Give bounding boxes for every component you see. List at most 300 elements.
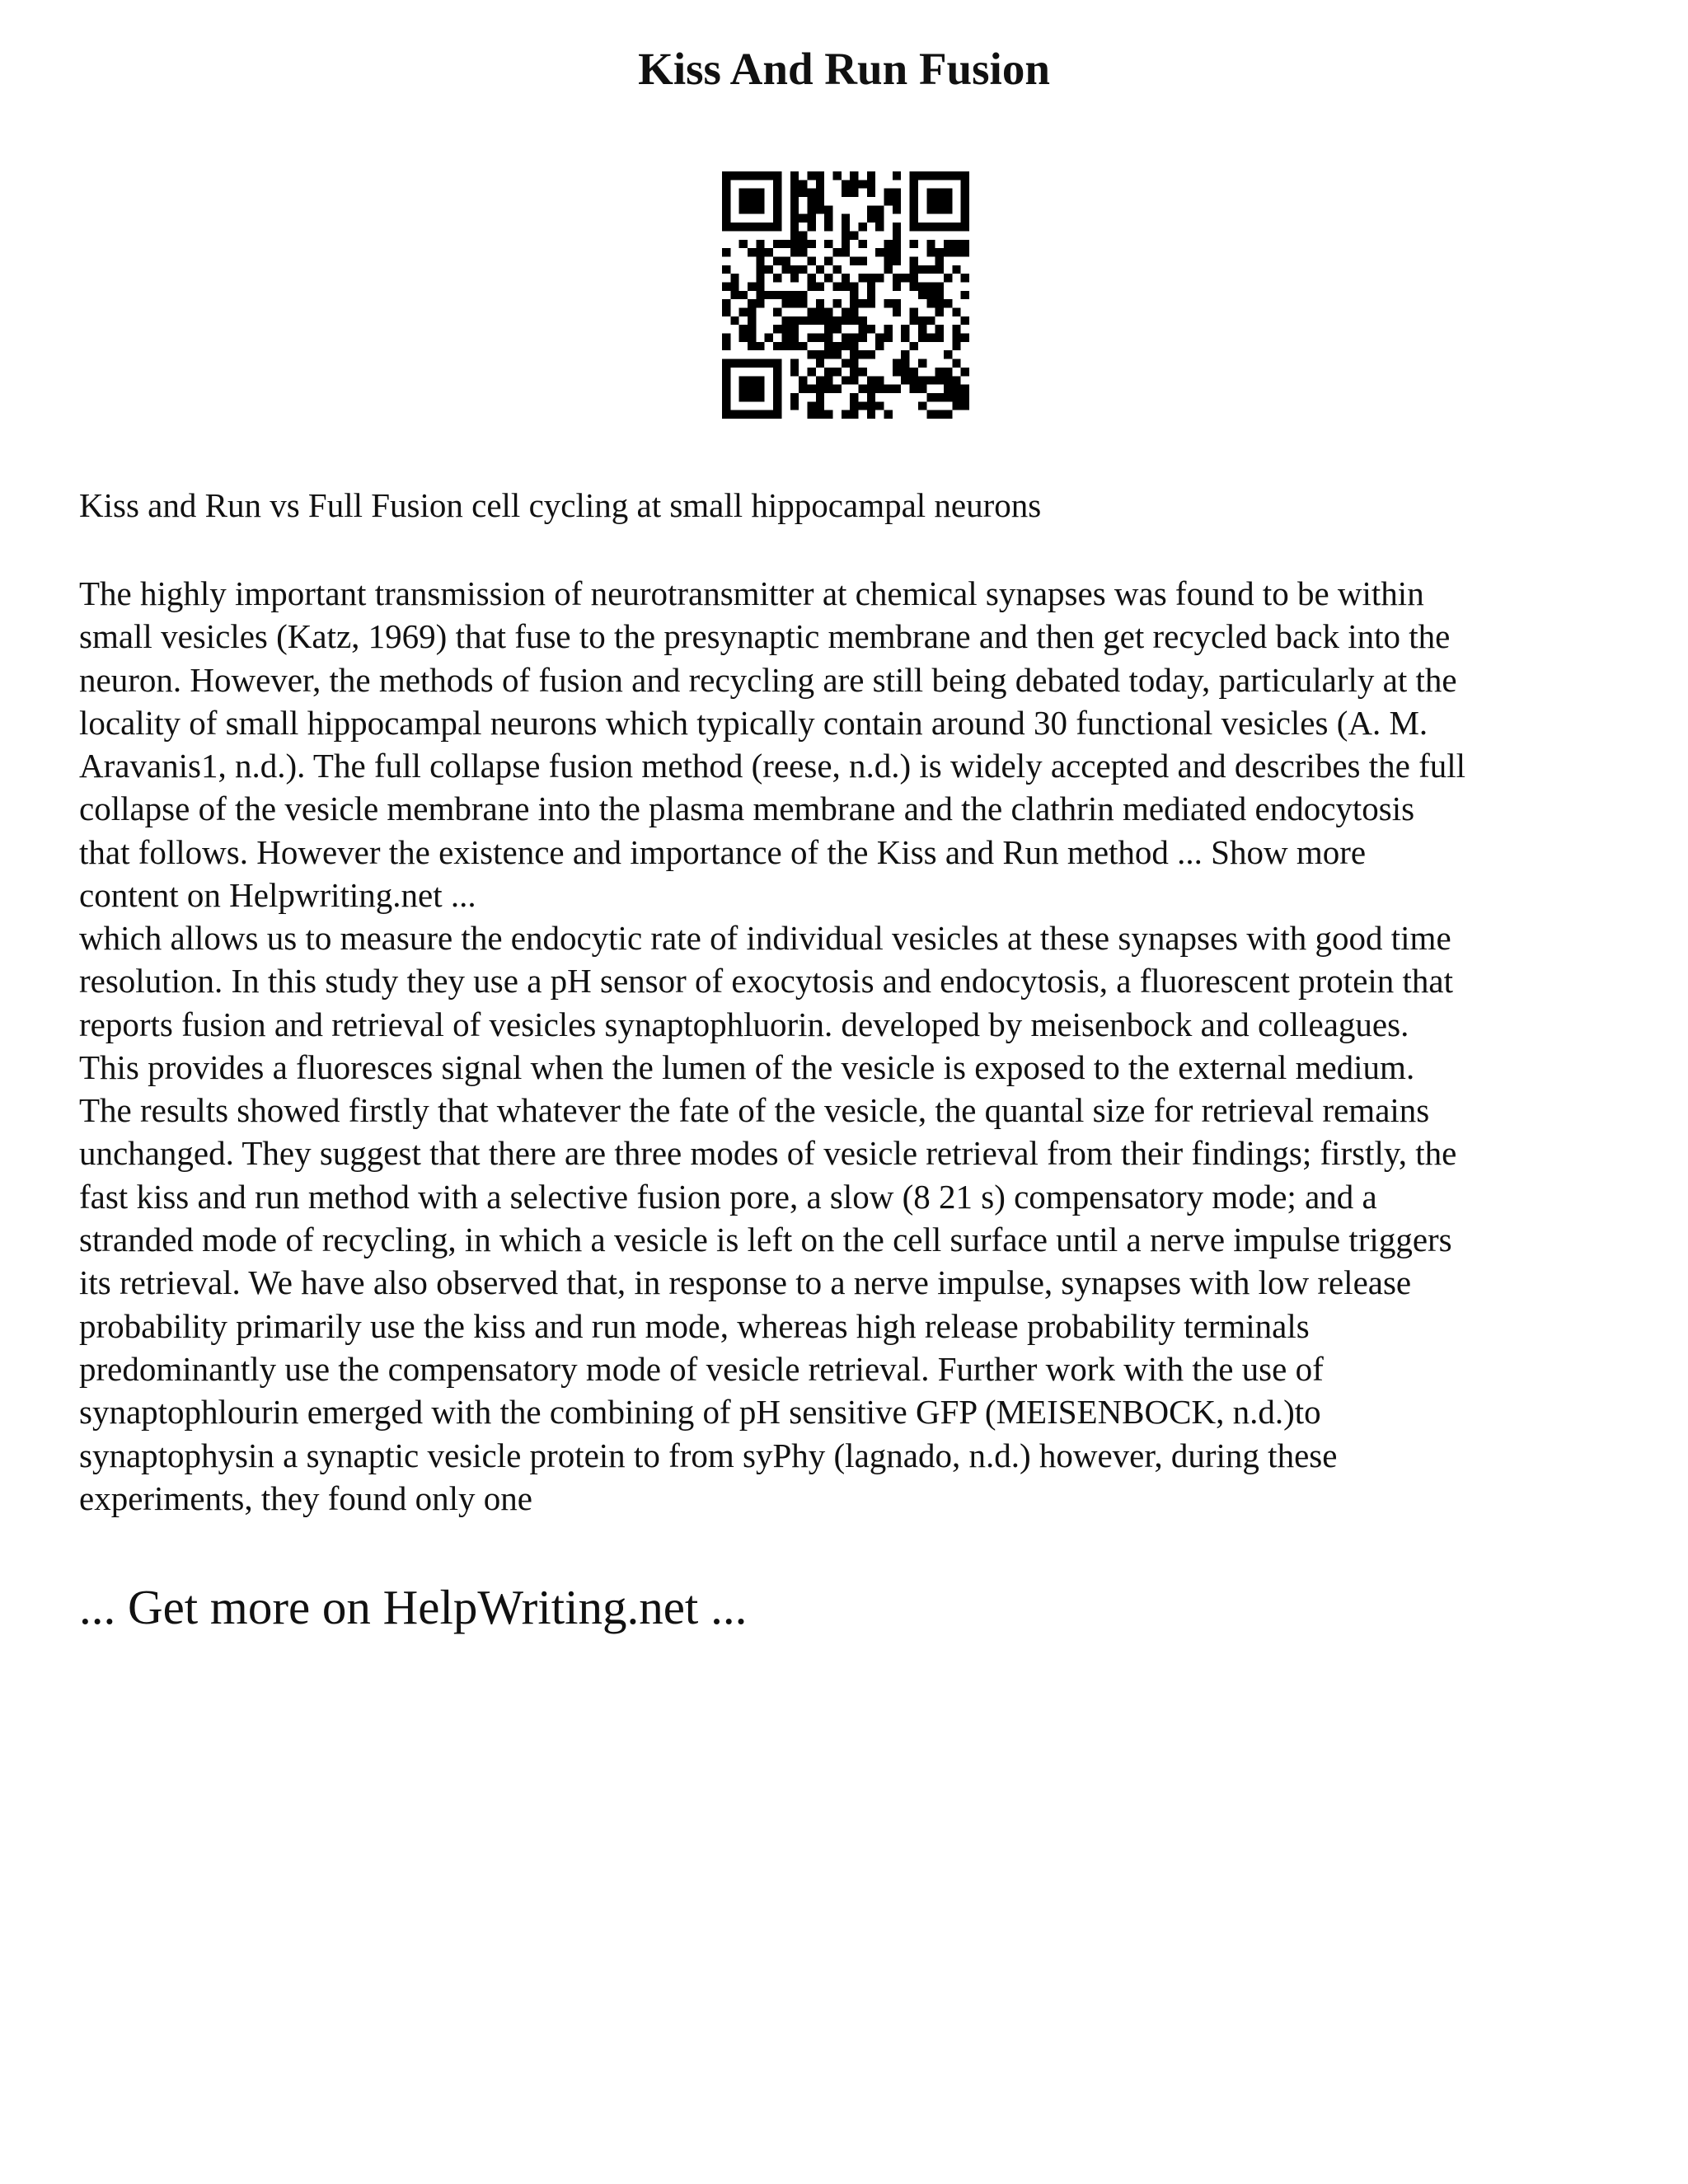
qr-module [832, 248, 841, 256]
qr-module [875, 248, 884, 256]
qr-module [722, 248, 730, 256]
qr-module [910, 223, 918, 231]
qr-module [850, 342, 858, 350]
qr-module [756, 282, 764, 290]
qr-module [799, 240, 807, 248]
qr-module [756, 342, 764, 350]
qr-module [935, 325, 944, 333]
qr-module [824, 334, 832, 342]
qr-module [756, 265, 764, 274]
qr-module [944, 189, 952, 197]
qr-module [799, 299, 807, 307]
qr-module [926, 205, 935, 213]
qr-module [722, 385, 730, 393]
qr-module [893, 274, 901, 282]
qr-module [842, 376, 850, 384]
qr-module [867, 376, 875, 384]
qr-module [756, 274, 764, 282]
qr-module [893, 308, 901, 316]
qr-module [935, 334, 944, 342]
qr-module [884, 325, 893, 333]
qr-module [739, 385, 748, 393]
qr-module [730, 316, 738, 325]
qr-module [842, 334, 850, 342]
qr-module [790, 342, 799, 350]
qr-module [781, 334, 790, 342]
qr-module [961, 401, 969, 410]
qr-module [952, 171, 960, 180]
qr-module [730, 291, 738, 299]
qr-module [824, 240, 832, 248]
qr-module [961, 205, 969, 213]
qr-module [842, 180, 850, 188]
qr-module [739, 325, 748, 333]
qr-module [748, 171, 756, 180]
qr-module [893, 368, 901, 376]
qr-module [781, 265, 790, 274]
qr-module [816, 376, 824, 384]
qr-module [748, 393, 756, 401]
qr-module [824, 342, 832, 350]
qr-module [842, 410, 850, 419]
qr-module [875, 376, 884, 384]
qr-module [816, 308, 824, 316]
qr-module [893, 385, 901, 393]
qr-module [944, 393, 952, 401]
qr-module [867, 180, 875, 188]
qr-module [790, 325, 799, 333]
qr-module [884, 299, 893, 307]
qr-module [816, 393, 824, 401]
paragraph-line: Aravanis1, n.d.). The full collapse fusion method (reese, n.d.) is widely accepted and describes the full [79, 747, 1466, 785]
qr-module [799, 342, 807, 350]
qr-module [773, 410, 781, 419]
qr-module [918, 316, 926, 325]
qr-module [790, 214, 799, 223]
qr-module [952, 223, 960, 231]
qr-module [773, 401, 781, 410]
qr-module [859, 385, 867, 393]
qr-module [867, 401, 875, 410]
paragraph-line: The highly important transmission of neurotransmitter at chemical synapses was found to be within [79, 574, 1424, 612]
qr-module [765, 291, 773, 299]
qr-module [859, 240, 867, 248]
qr-module [910, 256, 918, 265]
qr-module [832, 316, 841, 325]
qr-module [842, 223, 850, 231]
qr-module [926, 410, 935, 419]
qr-module [926, 393, 935, 401]
paragraph-line: resolution. In this study they use a pH sensor of exocytosis and endocytosis, a fluorescent protein that [79, 962, 1454, 1001]
qr-module [875, 401, 884, 410]
qr-module [816, 385, 824, 393]
qr-module [842, 316, 850, 325]
qr-module [816, 180, 824, 188]
qr-module [773, 274, 781, 282]
qr-module [901, 325, 909, 333]
qr-module [867, 171, 875, 180]
qr-module [884, 189, 893, 197]
qr-module [756, 410, 764, 419]
qr-module [910, 265, 918, 274]
qr-module [926, 316, 935, 325]
qr-module [926, 282, 935, 290]
qr-module [730, 282, 738, 290]
qr-module [859, 256, 867, 265]
qr-module [867, 410, 875, 419]
qr-module [842, 214, 850, 223]
qr-module [773, 189, 781, 197]
qr-module [910, 214, 918, 223]
paragraph-line: synaptophysin a synaptic vesicle protein to from syPhy (lagnado, n.d.) however, during these [79, 1436, 1338, 1474]
qr-module [824, 256, 832, 265]
qr-module [790, 180, 799, 188]
qr-module [739, 410, 748, 419]
paragraph-2 [79, 916, 1637, 1520]
qr-module [756, 171, 764, 180]
qr-module [739, 393, 748, 401]
qr-module [918, 291, 926, 299]
qr-module [926, 291, 935, 299]
qr-module [790, 197, 799, 205]
qr-module [816, 350, 824, 359]
qr-module [935, 282, 944, 290]
qr-module [756, 205, 764, 213]
qr-module [935, 368, 944, 376]
qr-module [867, 274, 875, 282]
qr-module [739, 359, 748, 368]
qr-module [799, 291, 807, 299]
qr-module [884, 385, 893, 393]
qr-module [850, 350, 858, 359]
qr-module [884, 265, 893, 274]
qr-module [935, 256, 944, 265]
qr-module [918, 223, 926, 231]
qr-module [935, 248, 944, 256]
qr-module [773, 223, 781, 231]
qr-module [748, 316, 756, 325]
qr-module [722, 359, 730, 368]
qr-module [816, 265, 824, 274]
qr-module [918, 385, 926, 393]
qr-module [799, 180, 807, 188]
qr-module [790, 171, 799, 180]
qr-module [944, 223, 952, 231]
qr-module [722, 308, 730, 316]
qr-module [901, 376, 909, 384]
qr-module [926, 334, 935, 342]
qr-module [850, 393, 858, 401]
qr-module [842, 231, 850, 239]
qr-module [807, 282, 815, 290]
qr-module [935, 197, 944, 205]
qr-module [807, 410, 815, 419]
qr-module [756, 376, 764, 384]
qr-module [816, 171, 824, 180]
qr-module [893, 223, 901, 231]
qr-module [799, 248, 807, 256]
paragraph-line: unchanged. They suggest that there are three modes of vesicle retrieval from their findings; firstly, the [79, 1134, 1457, 1173]
qr-module [722, 214, 730, 223]
qr-module [790, 368, 799, 376]
qr-module [765, 223, 773, 231]
qr-module [816, 282, 824, 290]
qr-module [739, 334, 748, 342]
qr-module [748, 299, 756, 307]
qr-module [842, 189, 850, 197]
qr-module [756, 197, 764, 205]
qr-module [859, 334, 867, 342]
qr-module [867, 282, 875, 290]
qr-module [884, 256, 893, 265]
qr-module [859, 223, 867, 231]
qr-module [910, 385, 918, 393]
qr-module [850, 231, 858, 239]
qr-module [824, 205, 832, 213]
qr-module [765, 359, 773, 368]
paragraph-line: collapse of the vesicle membrane into the plasma membrane and the clathrin mediated endocytosis [79, 790, 1415, 828]
qr-module [961, 240, 969, 248]
paragraph-line: neuron. However, the methods of fusion and recycling are still being debated today, particularly at the [79, 660, 1457, 699]
qr-module [799, 316, 807, 325]
qr-module [875, 274, 884, 282]
qr-module [773, 240, 781, 248]
qr-module [722, 334, 730, 342]
qr-module [893, 299, 901, 307]
qr-module [910, 171, 918, 180]
qr-module [910, 368, 918, 376]
paragraph-line: that follows. However the existence and importance of the Kiss and Run method ... Show more [79, 832, 1367, 871]
qr-module [748, 189, 756, 197]
qr-module [893, 256, 901, 265]
qr-module [816, 359, 824, 368]
qr-module [756, 256, 764, 265]
qr-module [875, 334, 884, 342]
qr-module [961, 291, 969, 299]
qr-module [961, 180, 969, 188]
qr-module [832, 282, 841, 290]
qr-module [935, 189, 944, 197]
qr-module [850, 308, 858, 316]
paragraph-line: The results showed firstly that whatever the fate of the vesicle, the quantal size for retrieval remains [79, 1091, 1430, 1130]
qr-module [944, 350, 952, 359]
qr-module [935, 265, 944, 274]
qr-module [910, 308, 918, 316]
qr-module [773, 385, 781, 393]
qr-module [781, 256, 790, 265]
qr-module [918, 334, 926, 342]
qr-module [816, 299, 824, 307]
qr-module [824, 274, 832, 282]
qr-module [884, 410, 893, 419]
qr-module [926, 299, 935, 307]
qr-module [842, 342, 850, 350]
qr-module [935, 223, 944, 231]
qr-module [816, 334, 824, 342]
qr-module [790, 299, 799, 307]
qr-module [884, 248, 893, 256]
qr-module [961, 385, 969, 393]
qr-module [790, 291, 799, 299]
qr-module [926, 240, 935, 248]
qr-module [781, 316, 790, 325]
qr-module [944, 171, 952, 180]
qr-module [807, 171, 815, 180]
qr-module [807, 214, 815, 223]
qr-module [832, 385, 841, 393]
qr-module [926, 265, 935, 274]
qr-module [884, 197, 893, 205]
qr-module [748, 248, 756, 256]
qr-module [961, 316, 969, 325]
qr-module [944, 248, 952, 256]
qr-module [773, 376, 781, 384]
qr-module [773, 325, 781, 333]
qr-module [816, 316, 824, 325]
qr-module [901, 368, 909, 376]
qr-module [790, 265, 799, 274]
qr-module [935, 171, 944, 180]
qr-module [884, 240, 893, 248]
qr-module [756, 393, 764, 401]
qr-module [807, 308, 815, 316]
qr-module [790, 248, 799, 256]
qr-module [807, 316, 815, 325]
qr-module [722, 368, 730, 376]
qr-module [918, 359, 926, 368]
qr-module [893, 231, 901, 239]
qr-module [807, 274, 815, 282]
qr-module [952, 240, 960, 248]
qr-module [739, 376, 748, 384]
qr-module [790, 240, 799, 248]
qr-module [850, 180, 858, 188]
qr-module [799, 231, 807, 239]
qr-module [859, 180, 867, 188]
paragraph-line: stranded mode of recycling, in which a vesicle is left on the cell surface until a nerve impulse triggers [79, 1221, 1452, 1259]
qr-module [859, 299, 867, 307]
qr-module [824, 350, 832, 359]
qr-module [773, 393, 781, 401]
qr-module [842, 240, 850, 248]
qr-module [832, 325, 841, 333]
qr-module [722, 197, 730, 205]
qr-module [824, 410, 832, 419]
qr-module [875, 205, 884, 213]
qr-module [952, 401, 960, 410]
paragraph-line: experiments, they found only one [79, 1479, 532, 1517]
qr-module [722, 180, 730, 188]
qr-module [875, 385, 884, 393]
qr-module [730, 410, 738, 419]
qr-module [722, 342, 730, 350]
qr-module [807, 223, 815, 231]
qr-module [756, 385, 764, 393]
qr-module [867, 189, 875, 197]
qr-module [756, 299, 764, 307]
qr-module [952, 334, 960, 342]
qr-module [901, 334, 909, 342]
qr-module [875, 342, 884, 350]
qr-module [867, 393, 875, 401]
qr-module [918, 171, 926, 180]
qr-module [884, 334, 893, 342]
qr-module [867, 350, 875, 359]
qr-module [748, 282, 756, 290]
get-more-link[interactable]: ... Get more on HelpWriting.net ... [79, 1580, 748, 1634]
qr-module [867, 385, 875, 393]
qr-module [926, 248, 935, 256]
qr-module [867, 299, 875, 307]
qr-module [867, 205, 875, 213]
qr-module [859, 316, 867, 325]
qr-module [722, 205, 730, 213]
qr-module [781, 299, 790, 307]
qr-module [773, 205, 781, 213]
qr-module [918, 265, 926, 274]
qr-module [773, 342, 781, 350]
qr-module [850, 171, 858, 180]
qr-module [722, 401, 730, 410]
qr-module [781, 240, 790, 248]
qr-module [824, 368, 832, 376]
qr-module [739, 171, 748, 180]
qr-module [756, 248, 764, 256]
document-subtitle: Kiss and Run vs Full Fusion cell cycling at small hippocampal neurons [79, 486, 1042, 524]
qr-module [910, 189, 918, 197]
qr-module [807, 385, 815, 393]
qr-module [773, 214, 781, 223]
qr-module [832, 171, 841, 180]
qr-module [773, 308, 781, 316]
qr-module [961, 214, 969, 223]
qr-module [961, 223, 969, 231]
qr-module [816, 410, 824, 419]
qr-module [765, 410, 773, 419]
qr-module [910, 342, 918, 350]
qr-module [739, 291, 748, 299]
qr-module [850, 410, 858, 419]
qr-module [722, 171, 730, 180]
qr-module [961, 189, 969, 197]
qr-module [850, 282, 858, 290]
qr-module [790, 401, 799, 410]
qr-module [893, 359, 901, 368]
qr-module [722, 282, 730, 290]
qr-module [739, 308, 748, 316]
qr-module [790, 359, 799, 368]
qr-module [918, 325, 926, 333]
qr-module [790, 316, 799, 325]
qr-module [748, 205, 756, 213]
qr-module [748, 223, 756, 231]
qr-module [807, 350, 815, 359]
qr-module [773, 180, 781, 188]
paragraph-line: small vesicles (Katz, 1969) that fuse to the presynaptic membrane and then get recycled back into the [79, 617, 1451, 656]
qr-module [935, 299, 944, 307]
qr-module [961, 274, 969, 282]
paragraph-line: synaptophlourin emerged with the combining of pH sensitive GFP (MEISENBOCK, n.d.)to [79, 1393, 1321, 1432]
qr-module [748, 410, 756, 419]
qr-module [807, 401, 815, 410]
qr-module [781, 291, 790, 299]
qr-module [832, 342, 841, 350]
qr-module [756, 223, 764, 231]
qr-module [773, 197, 781, 205]
qr-module [790, 274, 799, 282]
paragraph-line: predominantly use the compensatory mode of vesicle retrieval. Further work with the use of [79, 1349, 1324, 1388]
qr-module [850, 376, 858, 384]
